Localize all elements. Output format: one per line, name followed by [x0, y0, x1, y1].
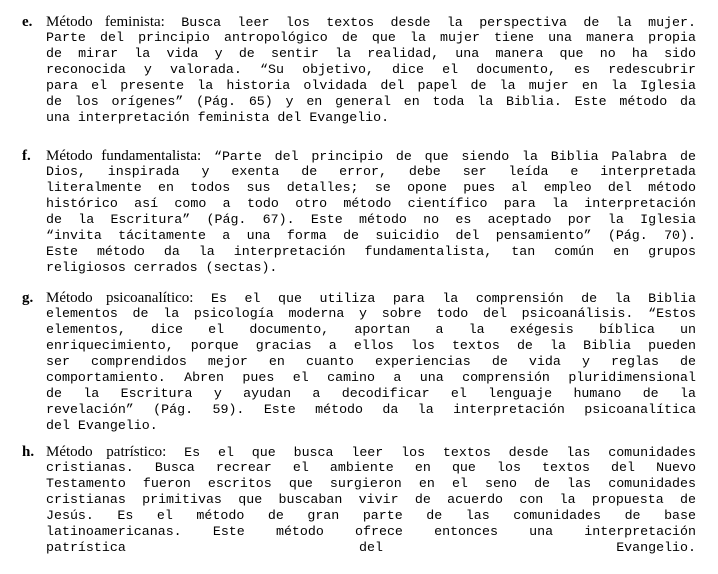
line-text: Es el que utiliza para la comprensión de la Biblia	[193, 291, 696, 306]
section-marker: g.	[22, 290, 34, 306]
paragraph-line: literalmente en todos sus detalles; se opone pues al empleo del método	[46, 180, 696, 195]
paragraph-line: de la Escritura” (Pág. 67). Este método no es aceptado por la Iglesia	[46, 212, 696, 227]
paragraph-line: ser comprendidos mejor en cuanto experiencias de vida y reglas de	[46, 354, 696, 369]
paragraph-line: Este método da la interpretación fundamentalista, tan común en grupos	[46, 244, 696, 259]
line-text: Es el que busca leer los textos desde las comunidades	[166, 445, 696, 460]
section-marker: e.	[22, 14, 33, 30]
paragraph-line: histórico así como a todo otro método científico para la interpretación	[46, 196, 696, 211]
section-title: Método feminista:	[46, 14, 165, 30]
line-text: Busca leer los textos desde la perspectiva de la mujer.	[164, 15, 696, 30]
paragraph-line: revelación” (Pág. 59). Este método da la interpretación psicoanalítica	[46, 402, 696, 417]
paragraph-line	[46, 148, 696, 164]
paragraph-line: religiosos cerrados (sectas).	[46, 260, 278, 275]
paragraph-line: latinoamericanas. Este método ofrece entonces una interpretación	[46, 524, 696, 539]
section-f	[22, 148, 696, 276]
paragraph-line: de mirar la vida y de sentir la realidad, una manera que no ha sido	[46, 46, 696, 61]
paragraph-line: cristianas. Busca recrear el ambiente en que los textos del Nuevo	[46, 460, 696, 475]
paragraph-line: “invita tácitamente a una forma de suicidio del pensamiento” (Pág. 70).	[46, 228, 696, 243]
section-h	[22, 444, 696, 556]
section-title: Método psicoanalítico:	[46, 290, 194, 306]
paragraph-line: del Evangelio.	[46, 418, 158, 433]
paragraph-line: para el presente la historia olvidada del papel de la mujer en la Iglesia	[46, 78, 696, 93]
paragraph-line: de los orígenes” (Pág. 65) y en general en toda la Biblia. Este método da	[46, 94, 696, 109]
paragraph-line	[46, 14, 696, 30]
paragraph-line: cristianas primitivas que buscaban vivir de acuerdo con la propuesta de	[46, 492, 696, 507]
section-title: Método fundamentalista:	[46, 148, 202, 164]
section-marker: h.	[22, 444, 35, 460]
paragraph-line: Testamento fueron escritos que surgieron en el seno de las comunidades	[46, 476, 696, 491]
paragraph-line: una interpretación feminista del Evangelio.	[46, 110, 390, 125]
paragraph-line: elementos de la psicología moderna y sobre todo del psicoanálisis. “Estos	[46, 306, 696, 321]
paragraph-line: Parte del principio antropológico de que la mujer tiene una manera propia	[46, 30, 696, 45]
section-g	[22, 290, 696, 434]
section-title: Método patrístico:	[46, 444, 167, 460]
paragraph-line: Jesús. Es el método de gran parte de las comunidades de base	[46, 508, 696, 523]
paragraph-line: elementos, dice el documento, aportan a la exégesis bíblica un	[46, 322, 696, 337]
paragraph-line: patrística del Evangelio.	[46, 540, 696, 555]
paragraph-line: reconocida y valorada. “Su objetivo, dice el documento, es redescubrir	[46, 62, 696, 77]
paragraph-line: Dios, inspirada y exenta de error, debe ser leída e interpretada	[46, 164, 696, 179]
section-marker: f.	[22, 148, 31, 164]
paragraph-line	[46, 444, 696, 460]
paragraph-line: de la Escritura y ayudan a decodificar el lenguaje humano de la	[46, 386, 696, 401]
section-e	[22, 14, 696, 126]
paragraph-line: comportamiento. Abren pues el camino a una comprensión pluridimensional	[46, 370, 696, 385]
paragraph-line	[46, 290, 696, 306]
line-text: “Parte del principio de que siendo la Biblia Palabra de	[201, 149, 696, 164]
paragraph-line: enriquecimiento, porque gracias a ellos los textos de la Biblia pueden	[46, 338, 696, 353]
